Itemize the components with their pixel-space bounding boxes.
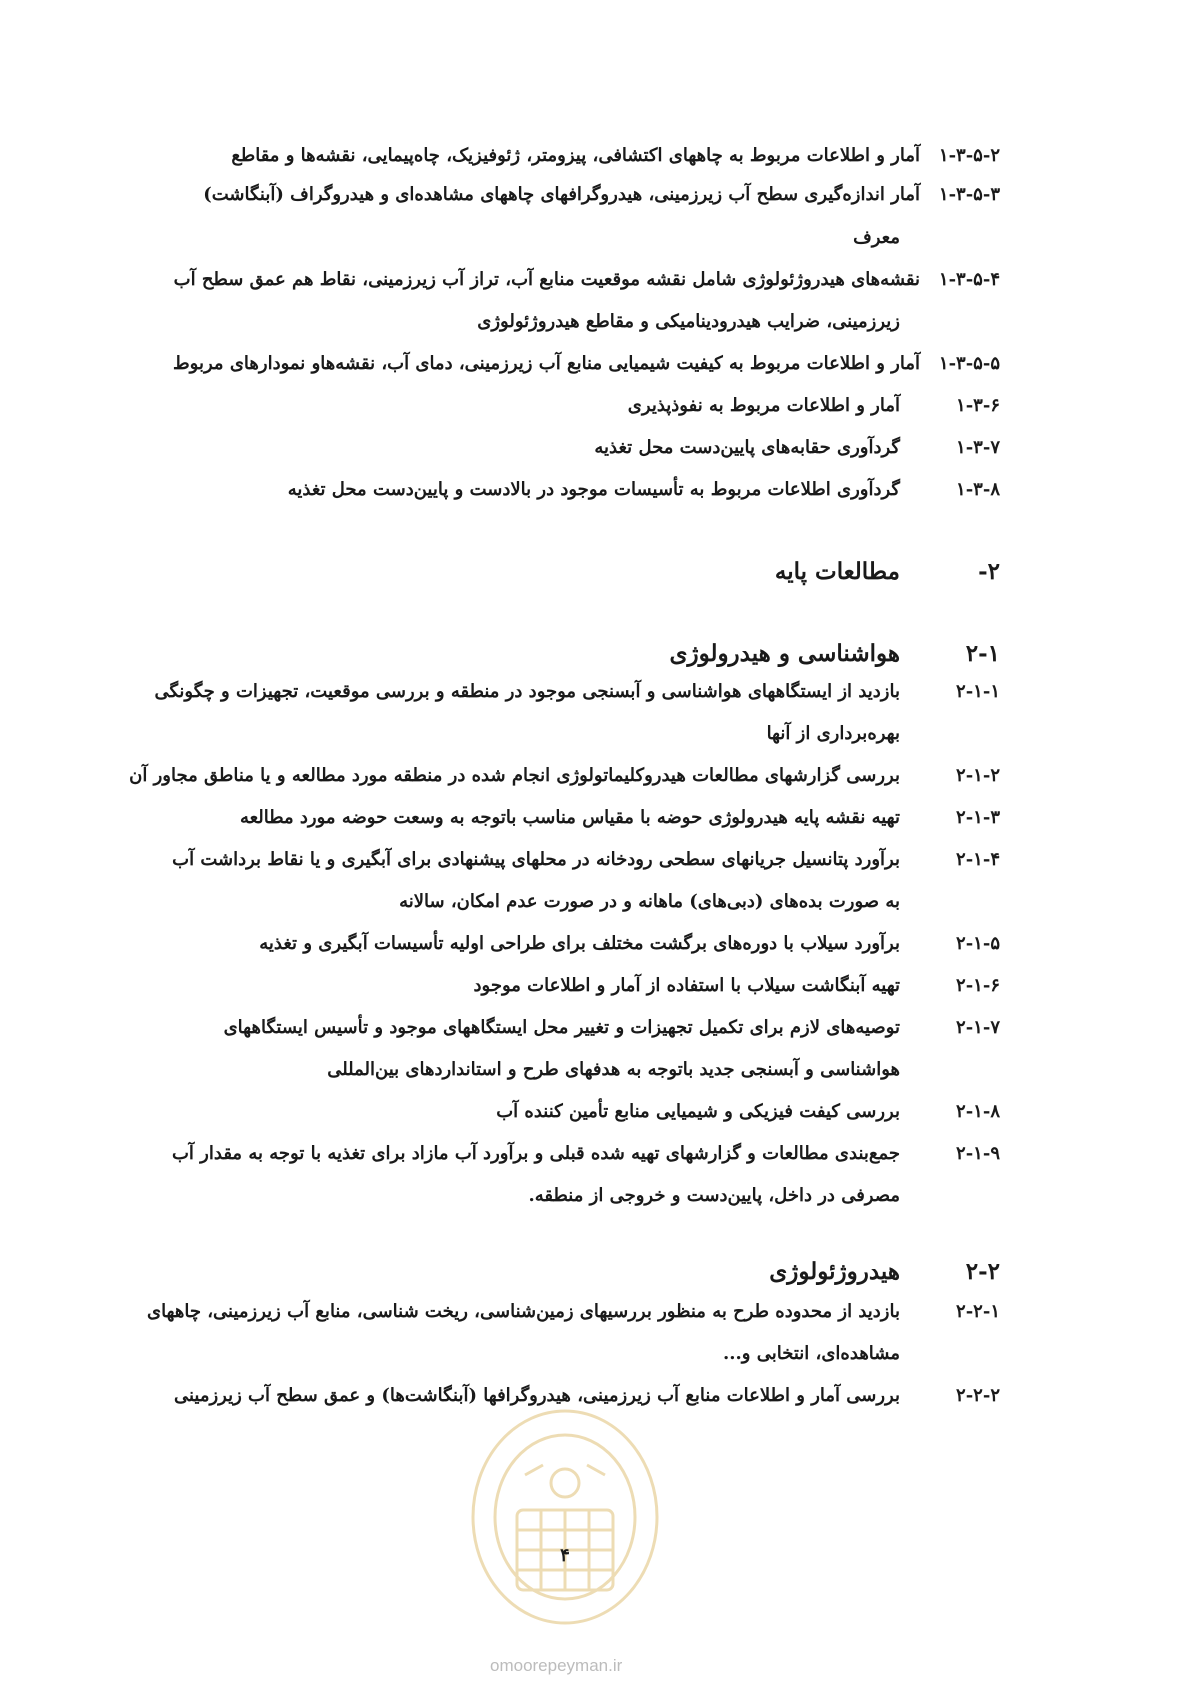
list-item <box>0 1092 1190 1132</box>
list-item <box>0 175 1190 215</box>
list-item <box>0 672 1190 712</box>
item-number: ۱-۳-۸ <box>956 479 1000 500</box>
item-number: ۲-۱-۳ <box>956 807 1000 828</box>
item-text: تهیه نقشه پایه هیدرولوژی حوضه با مقیاس مناسب باتوجه به وسعت حوضه مورد مطالعه <box>239 807 900 828</box>
list-item <box>0 136 1190 176</box>
item-number: ۲-۱-۱ <box>956 681 1000 702</box>
item-text: آمار اندازه‌گیری سطح آب زیرزمینی، هیدروگرافهای چاههای مشاهده‌ای و هیدروگراف (آبنگاشت) <box>203 184 920 205</box>
list-item-continuation <box>0 218 1190 258</box>
item-number: ۱-۳-۵-۵ <box>938 353 1000 374</box>
item-text-continuation: مشاهده‌ای، انتخابی و... <box>722 1343 900 1364</box>
list-item <box>0 1134 1190 1174</box>
list-item <box>0 924 1190 964</box>
list-item-continuation <box>0 714 1190 754</box>
list-item <box>0 1008 1190 1048</box>
item-number: ۲-۱-۵ <box>956 933 1000 954</box>
list-item <box>0 966 1190 1006</box>
subsection-number: ۲-۲ <box>965 1258 1000 1285</box>
section-number: ۲- <box>978 558 1000 585</box>
list-item-continuation <box>0 1334 1190 1374</box>
list-item <box>0 840 1190 880</box>
item-number: ۲-۱-۶ <box>956 975 1000 996</box>
item-text-continuation: مصرفی در داخل، پایین‌دست و خروجی از منطقه. <box>528 1185 900 1206</box>
item-number: ۱-۳-۷ <box>956 437 1000 458</box>
item-text: گردآوری حقابه‌های پایین‌دست محل تغذیه <box>594 437 900 458</box>
watermark-seal-icon <box>465 1405 665 1630</box>
item-text: گردآوری اطلاعات مربوط به تأسیسات موجود در بالادست و پایین‌دست محل تغذیه <box>287 479 900 500</box>
item-text: آمار و اطلاعات مربوط به نفوذپذیری <box>627 395 900 416</box>
item-number: ۲-۱-۹ <box>956 1143 1000 1164</box>
item-text-continuation: به صورت بده‌های (دبی‌های) ماهانه و در صورت عدم امکان، سالانه <box>399 891 900 912</box>
section-title: مطالعات پایه <box>774 558 900 585</box>
list-item-continuation <box>0 1176 1190 1216</box>
item-text: بررسی آمار و اطلاعات منابع آب زیرزمینی، هیدروگرافها (آبنگاشت‌ها) و عمق سطح آب زیرزمینی <box>173 1385 900 1406</box>
list-item <box>0 798 1190 838</box>
website-watermark: omoorepeyman.ir <box>490 1656 623 1675</box>
list-item <box>0 260 1190 300</box>
list-item <box>0 756 1190 796</box>
list-item <box>0 428 1190 468</box>
item-number: ۱-۳-۵-۲ <box>938 145 1000 166</box>
item-number: ۲-۱-۴ <box>956 849 1000 870</box>
item-text: بررسی گزارشهای مطالعات هیدروکلیماتولوژی انجام شده در منطقه مورد مطالعه و یا مناطق مجاور آن <box>129 765 900 786</box>
item-number: ۲-۱-۸ <box>956 1101 1000 1122</box>
item-text: آمار و اطلاعات مربوط به چاههای اکتشافی، پیزومتر، ژئوفیزیک، چاه‌پیمایی، نقشه‌ها و مقاطع <box>231 145 920 166</box>
list-item-continuation <box>0 882 1190 922</box>
item-text: توصیه‌های لازم برای تکمیل تجهیزات و تغییر محل ایستگاههای موجود و تأسیس ایستگاههای <box>223 1017 900 1038</box>
item-number: ۲-۱-۲ <box>956 765 1000 786</box>
item-text: نقشه‌های هیدروژئولوژی شامل نقشه موقعیت منابع آب، تراز آب زیرزمینی، نقاط هم عمق سطح آب <box>173 269 920 290</box>
list-item <box>0 386 1190 426</box>
item-text: بازدید از ایستگاههای هواشناسی و آبسنجی موجود در منطقه و بررسی موقعیت، تجهیزات و چگونگی <box>154 681 900 702</box>
subsection-heading <box>0 1248 1190 1296</box>
item-text: بازدید از محدوده طرح به منظور بررسیهای زمین‌شناسی، ریخت شناسی، منابع آب زیرزمینی، چاههای <box>146 1301 900 1322</box>
item-text: بررسی کیفت فیزیکی و شیمیایی منابع تأمین کننده آب <box>496 1101 900 1122</box>
list-item-continuation <box>0 302 1190 342</box>
subsection-title: هیدروژئولوژی <box>769 1258 900 1285</box>
item-number: ۲-۲-۲ <box>956 1385 1000 1406</box>
item-text-continuation: زیرزمینی، ضرایب هیدرودینامیکی و مقاطع هیدروژئولوژی <box>477 311 900 332</box>
subsection-title: هواشناسی و هیدرولوژی <box>669 640 900 667</box>
item-text: تهیه آبنگاشت سیلاب با استفاده از آمار و اطلاعات موجود <box>473 975 900 996</box>
list-item <box>0 1292 1190 1332</box>
item-text-continuation: بهره‌برداری از آنها <box>766 723 900 744</box>
item-text: آمار و اطلاعات مربوط به کیفیت شیمیایی منابع آب زیرزمینی، دمای آب، نقشه‌هاو نمودارهای مربوط <box>173 353 920 374</box>
list-item <box>0 344 1190 384</box>
item-text-continuation: هواشناسی و آبسنجی جدید باتوجه به هدفهای طرح و استانداردهای بین‌المللی <box>327 1059 900 1080</box>
item-text: جمع‌بندی مطالعات و گزارشهای تهیه شده قبلی و برآورد آب مازاد برای تغذیه با توجه به مقدار آب <box>171 1143 900 1164</box>
list-item-continuation <box>0 1050 1190 1090</box>
item-text-continuation: معرف <box>853 227 900 248</box>
item-number: ۲-۱-۷ <box>956 1017 1000 1038</box>
list-item <box>0 470 1190 510</box>
item-number: ۱-۳-۵-۳ <box>938 184 1000 205</box>
page-number: ۴ <box>560 1545 570 1566</box>
section-heading <box>0 548 1190 596</box>
item-number: ۱-۳-۶ <box>956 395 1000 416</box>
item-number: ۲-۲-۱ <box>956 1301 1000 1322</box>
subsection-heading <box>0 630 1190 678</box>
subsection-number: ۲-۱ <box>965 640 1000 667</box>
item-number: ۱-۳-۵-۴ <box>938 269 1000 290</box>
item-text: برآورد سیلاب با دوره‌های برگشت مختلف برای طراحی اولیه تأسیسات آبگیری و تغذیه <box>259 933 900 954</box>
item-text: برآورد پتانسیل جریانهای سطحی رودخانه در محلهای پیشنهادی برای آبگیری و یا نقاط برداشت آب <box>172 849 900 870</box>
